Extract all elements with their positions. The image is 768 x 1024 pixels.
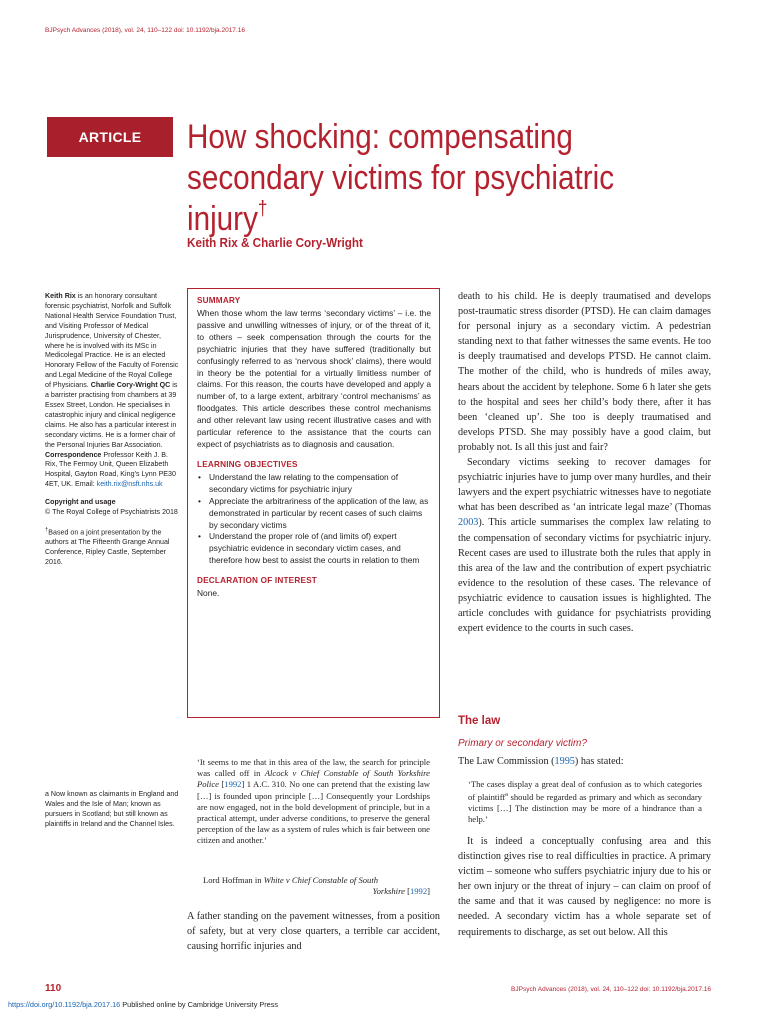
article-title bbox=[187, 117, 651, 240]
author1-bio: is an honorary consultant forensic psychiatrist, Norfolk and Suffolk National Health Service Foundation Trust, and Visiting Professor of Medical Jurisprudence, University of Chester, where he is involved with its MSc in Medicolegal Practice. He is an elected Honorary Fellow of the Faculty of Forensic and Legal Medicine of the Royal College of Physicians. bbox=[45, 292, 179, 390]
law-commission-line bbox=[458, 754, 711, 769]
attribution-speaker: Lord Hoffman in bbox=[203, 875, 264, 885]
author2-name: Charlie Cory-Wright QC bbox=[90, 381, 171, 390]
presentation-mark: † bbox=[45, 526, 49, 533]
body-column-right-continued bbox=[458, 834, 711, 940]
paragraph-text: The Law Commission ( bbox=[458, 756, 555, 767]
subsection-heading: Primary or secondary victim? bbox=[458, 738, 587, 749]
copyright-text: © The Royal College of Psychiatrists 2018 bbox=[45, 508, 178, 517]
presentation-note bbox=[45, 526, 179, 568]
body-paragraph: death to his child. He is deeply traumatised and develops post-traumatic stress disorder (PTSD). He can claim damages for personal injury as a secondary victim. A pedestrian standing next to that father witnesses the same events. He too is deeply traumatised and develops PTSD. He cannot claim. The mother of the child, who is hundreds of miles away, hears about the accident by telephone. Some 6 h later she gets to the hospital and sees her child’s body there, after it has been ‘cleaned up’. She too is deeply traumatised and develops PTSD. She may possibly have a good claim, but probably not. Is all this just and fair? bbox=[458, 291, 711, 453]
paragraph-text: ) has stated: bbox=[574, 756, 624, 767]
thomas-citation-link[interactable]: 2003 bbox=[458, 517, 479, 529]
attribution-bracket: [ bbox=[404, 886, 410, 897]
paragraph-text: ). This article summarises the complex law relating to the compensation of secondary victims for psychiatric injury. Recent cases are used to illustrate both the rules that apply in this area of the law and the contribution of expert psychiatric evidence to the resolution of these cases. The relevance of psychiatric evidence to causation issues is highlighted. The article concludes with guidance for psychiatrists providing expert evidence to the courts in such cases. bbox=[458, 517, 711, 635]
footnote bbox=[45, 790, 179, 830]
published-text: Published online by Cambridge University Press bbox=[120, 1000, 279, 1009]
article-authors: Keith Rix & Charlie Cory-Wright bbox=[187, 235, 363, 250]
epigraph-quote bbox=[197, 757, 430, 847]
presentation-text: Based on a joint presentation by the authors at The Fifteenth Grange Annual Conference, Ripley Castle, September 2016. bbox=[45, 528, 170, 567]
objectives-list bbox=[197, 472, 431, 567]
footnote-text: Now known as claimants in England and Wales and the Isle of Man; known as pursuers in Scotland; but still known as plaintiffs in Ireland and the Channel Isles. bbox=[45, 790, 179, 828]
body-column-right bbox=[458, 289, 711, 636]
author2-bio: is a barrister practising from chambers at 39 Essex Street, London. He specialises in catastrophic injury and clinical negligence claims. He also has a particular interest in secondary victims. He is a former chair of the Personal Injuries Bar Association. bbox=[45, 381, 178, 449]
quote-text: ‘The cases display a great deal of confusion as to which categories of plaintiff bbox=[468, 779, 702, 803]
summary-text: When those whom the law terms ‘secondary victims’ – i.e. the passive and unwilling witnesses of injury, or of the threat of it, to others – seek compensation through the courts for the psychiatric injuries that they have suffered (traditionally but confusingly referred to as ‘nervous shock’ claims), there would in theory be the potential for a virtually limitless number of claims. For this reason, the courts have developed and apply a number of, to a large extent, arbitrary ‘control mechanisms’ as floodgates. This article describes these control mechanisms and other relevant law using recent illustrative cases and with particular reference to the assistance that the courts can expect of psychiatrists as to diagnosis and causation. bbox=[197, 308, 431, 449]
attribution-citation-link[interactable]: 1992 bbox=[409, 886, 428, 897]
author-sidebar bbox=[45, 292, 179, 576]
epigraph-text-a: ‘It seems to me that in this area of the law, the search for principle was called off in bbox=[197, 757, 430, 779]
objective-item: • Appreciate the arbitrariness of the application of the law, as demonstrated in particular by recent cases of such claims by secondary victims bbox=[197, 496, 431, 532]
attribution-case-b: Yorkshire bbox=[372, 886, 405, 897]
correspondence-text: Professor Keith J. B. Rix, The Fermoy Unit, Queen Elizabeth Hospital, Gayton Road, King’s Lynn PE30 4ET, UK. Email: bbox=[45, 450, 176, 489]
title-line-2: secondary victims for psychiatric bbox=[187, 159, 615, 197]
email-link[interactable]: keith.rix@nsft.nhs.uk bbox=[96, 480, 163, 489]
title-dagger: † bbox=[257, 198, 268, 220]
article-badge: ARTICLE bbox=[47, 117, 173, 157]
body-paragraph-intro: A father standing on the pavement witnesses, from a position of safety, but at very close quarters, a terrible car accident, causing horrific injuries and bbox=[187, 911, 440, 953]
objectives-heading: LEARNING OBJECTIVES bbox=[197, 459, 298, 469]
title-line-3: injury bbox=[187, 200, 258, 238]
epigraph-text-b: ] 1 A.C. 310. No one can pretend that the existing law […] is founded upon principle […] Consequently your Lordships are now engaged, not in the bold development of principle, but in a practical attempt, under adverse conditions, to preserve the general perception of the law as a system of rules which is fair between one citizen and another.’ bbox=[197, 779, 431, 846]
correspondence-label: Correspondence bbox=[45, 450, 102, 459]
summary-box bbox=[187, 288, 440, 718]
attribution-line-1 bbox=[197, 875, 430, 886]
author-bios bbox=[45, 292, 179, 490]
section-heading-law: The law bbox=[458, 715, 501, 727]
quote-text: should be regarded as primary and which as secondary victims […] The distinction may be more of a hindrance than a help.’ bbox=[468, 792, 702, 825]
footnote-ref-a[interactable]: a bbox=[505, 792, 508, 799]
journal-footer-ref: BJPsych Advances (2018), vol. 24, 110–122 doi: 10.1192/bja.2017.16 bbox=[511, 986, 711, 993]
attribution-line-2 bbox=[197, 886, 430, 897]
epigraph-citation-link[interactable]: 1992 bbox=[224, 779, 242, 790]
epigraph-case: Alcock v Chief Constable of South Yorkshire Police bbox=[197, 768, 430, 790]
copyright-heading: Copyright and usage bbox=[45, 498, 116, 507]
law-commission-quote bbox=[468, 779, 702, 826]
epigraph-bracket: [ bbox=[218, 779, 225, 790]
footnote-mark: a bbox=[45, 790, 49, 798]
summary-heading: SUMMARY bbox=[197, 296, 241, 305]
doi-link[interactable]: https://doi.org/10.1192/bja.2017.16 bbox=[8, 1000, 121, 1009]
objective-item: • Understand the law relating to the compensation of secondary victims for psychiatric injury bbox=[197, 472, 431, 496]
body-paragraph: It is indeed a conceptually confusing area and this distinction gives rise to real difficulties in practice. A primary victim – someone who suffers psychiatric injury due to his or her own injury or the threat of injury – can claim on proof of the same and that it was caused by negligence: no more is needed. A secondary victim has a whole separate set of requirements to discharge, as set out below. All this bbox=[458, 836, 711, 938]
author1-name: Keith Rix bbox=[45, 292, 76, 300]
objective-item: • Understand the proper role of (and limits of) expert psychiatric evidence in secondary victim cases, and therefore how best to assist the courts in relation to them bbox=[197, 531, 431, 567]
law-commission-citation-link[interactable]: 1995 bbox=[554, 756, 575, 767]
attribution-case-a: White v Chief Constable of South bbox=[263, 875, 379, 885]
page-number: 110 bbox=[45, 983, 62, 994]
title-line-1: How shocking: compensating bbox=[187, 118, 573, 156]
epigraph-attribution bbox=[197, 875, 430, 897]
body-paragraph bbox=[458, 455, 711, 636]
paragraph-text: Secondary victims seeking to recover damages for psychiatric injuries have to jump over many hurdles, and their lawyers and the expert psychiatric witnesses have to negotiate what has been described as ‘an intricate legal maze’ (Thomas bbox=[458, 457, 711, 514]
copyright-block bbox=[45, 498, 179, 518]
attribution-bracket-close: ] bbox=[427, 886, 430, 897]
published-online-line bbox=[8, 1000, 278, 1009]
interest-heading: DECLARATION OF INTEREST bbox=[197, 576, 317, 586]
interest-text: None. bbox=[197, 588, 220, 599]
journal-header-ref: BJPsych Advances (2018), vol. 24, 110–122 doi: 10.1192/bja.2017.16 bbox=[45, 27, 245, 34]
